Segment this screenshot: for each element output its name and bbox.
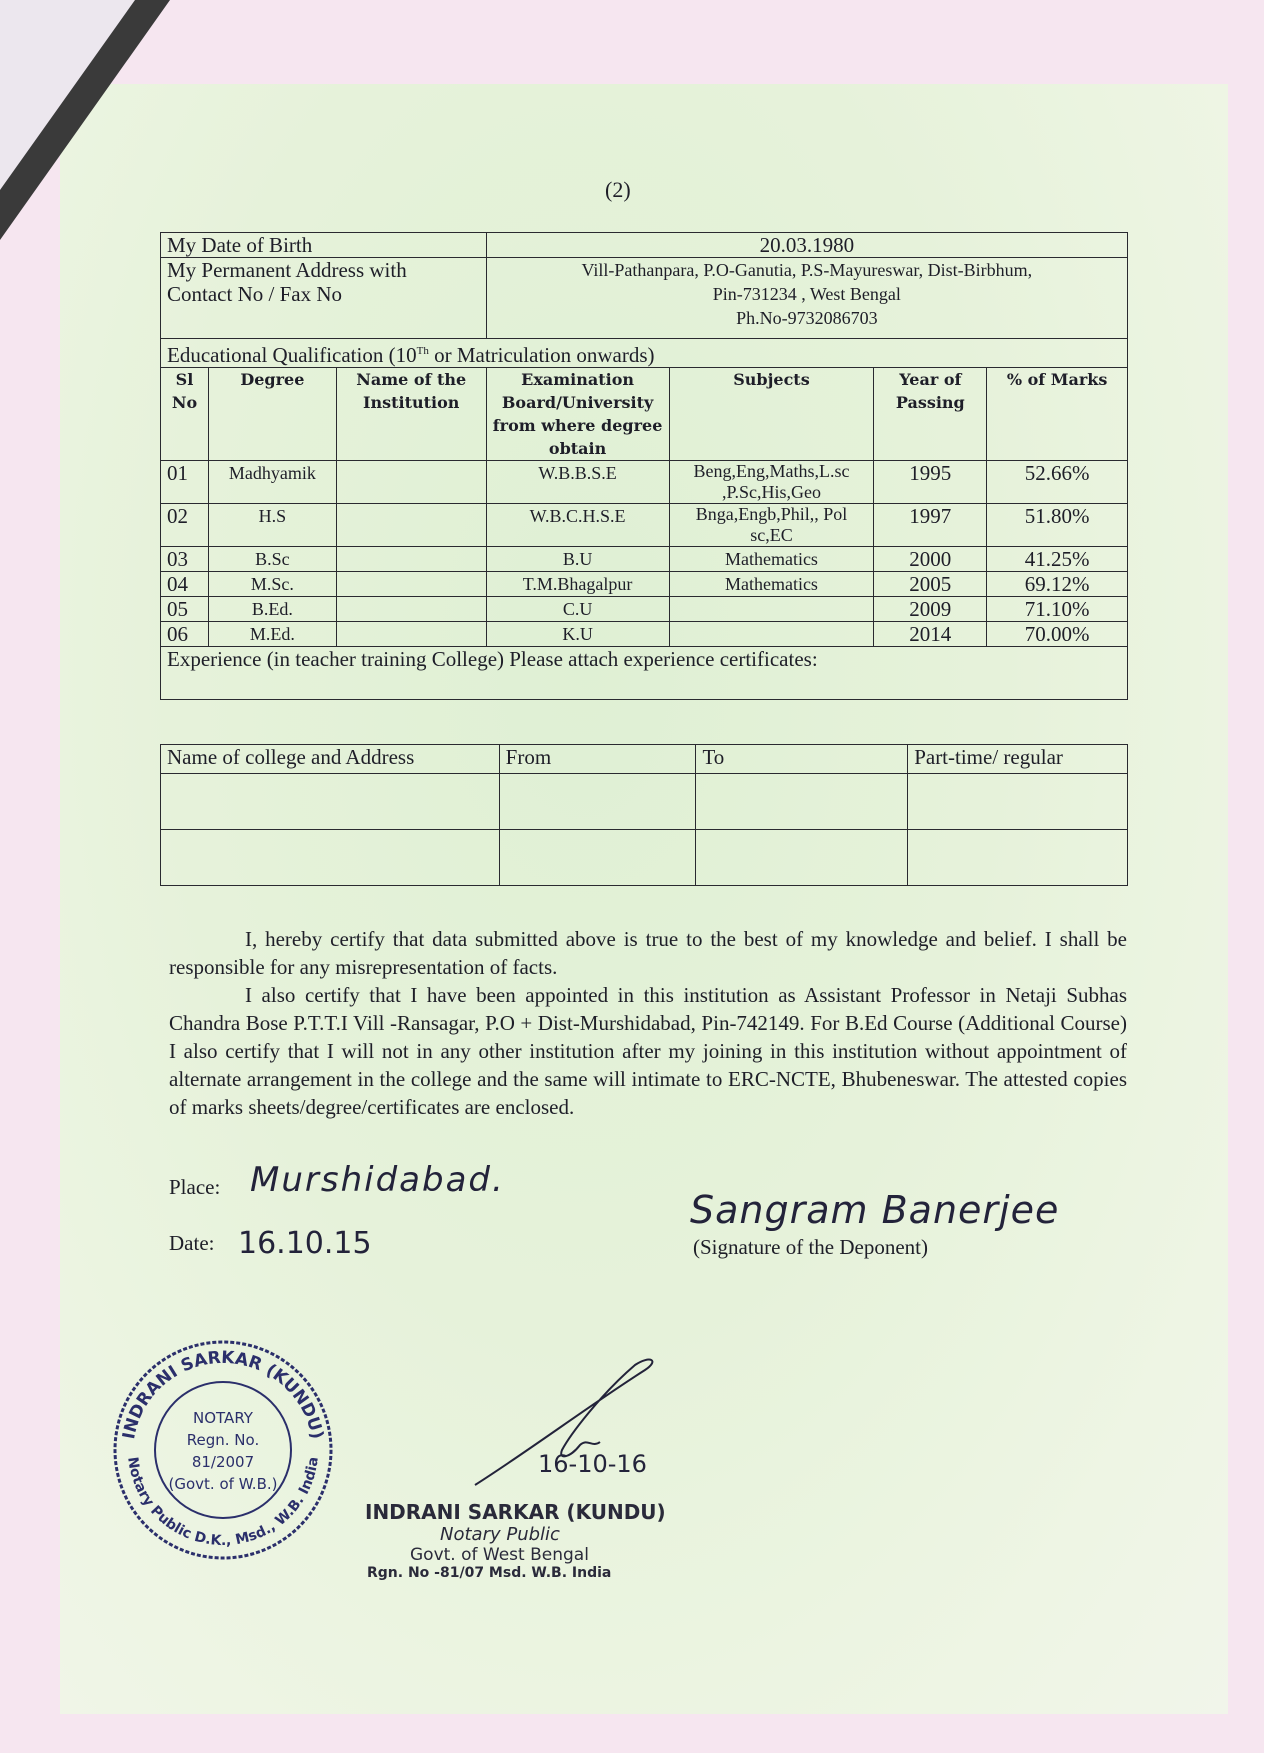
address-row <box>161 258 1128 339</box>
date-label: Date: <box>169 1231 215 1255</box>
col-header-marks: % of Marks <box>987 368 1128 461</box>
cell-degree: Madhyamik <box>208 461 336 504</box>
cell-year: 1995 <box>874 461 987 504</box>
svg-text:(Govt. of W.B.): (Govt. of W.B.) <box>168 1475 278 1493</box>
education-heading: Educational Qualification (10Th or Matriculation onwards) <box>161 339 1128 368</box>
cell-subjects: Beng,Eng,Maths,L.sc ,P.Sc,His,Geo <box>669 461 874 504</box>
cell-subjects: Bnga,Engb,Phil,, Pol sc,EC <box>669 504 874 547</box>
table-row <box>161 572 1128 597</box>
dob-row <box>161 233 1128 258</box>
table-row <box>161 622 1128 647</box>
cell-year: 2000 <box>874 547 987 572</box>
cell-subjects: Mathematics <box>669 572 874 597</box>
cell-year: 2005 <box>874 572 987 597</box>
svg-text:NOTARY: NOTARY <box>193 1409 253 1427</box>
certify-paragraph-1: I, hereby certify that data submitted above is true to the best of my knowledge and belief. I shall be responsible for any misrepresentation of facts. <box>169 927 1127 979</box>
cell-degree: B.Ed. <box>208 597 336 622</box>
svg-text:Regn. No.: Regn. No. <box>186 1431 260 1449</box>
table-row <box>161 504 1128 547</box>
cell-marks: 69.12% <box>987 572 1128 597</box>
education-header-row <box>161 368 1128 461</box>
svg-text:Notary Public D.K., Msd., W.B.: Notary Public D.K., Msd., W.B. India <box>124 1455 322 1550</box>
address-line2: Pin-731234 , West Bengal <box>712 284 901 304</box>
signature-caption: (Signature of the Deponent) <box>693 1235 929 1259</box>
cell-sl: 05 <box>161 597 209 622</box>
certification-text <box>169 925 1127 1121</box>
cell-board: C.U <box>486 597 669 622</box>
table-row <box>161 461 1128 504</box>
cell-marks: 52.66% <box>987 461 1128 504</box>
deponent-signature: Sangram Banerjee <box>690 1188 1060 1232</box>
cell-year: 2009 <box>874 597 987 622</box>
col-header-degree: Degree <box>208 368 336 461</box>
notary-regn: Rgn. No -81/07 Msd. W.B. India <box>367 1565 612 1581</box>
cell-degree: M.Ed. <box>208 622 336 647</box>
col-header-board: Examination Board/University from where degree obtain <box>486 368 669 461</box>
svg-text:81/2007: 81/2007 <box>191 1453 255 1471</box>
col-header-institution: Name of the Institution <box>336 368 486 461</box>
address-line3: Ph.No-9732086703 <box>736 308 878 328</box>
cell-sl: 04 <box>161 572 209 597</box>
address-value <box>486 258 1127 339</box>
notary-stamp <box>108 1335 338 1565</box>
cell-board: T.M.Bhagalpur <box>486 572 669 597</box>
cell-subjects <box>669 597 874 622</box>
personal-education-table <box>160 232 1128 700</box>
notary-name: INDRANI SARKAR (KUNDU) <box>365 1500 666 1524</box>
address-label <box>161 258 487 339</box>
notary-title: Notary Public <box>440 1524 560 1545</box>
address-line1: Vill-Pathanpara, P.O-Ganutia, P.S-Mayureswar, Dist-Birbhum, <box>581 260 1033 280</box>
empty-cell <box>696 774 908 830</box>
cell-year: 1997 <box>874 504 987 547</box>
cell-institution <box>336 622 486 647</box>
svg-text:INDRANI SARKAR (KUNDU): INDRANI SARKAR (KUNDU) <box>119 1347 327 1441</box>
stamp-seal-icon <box>108 1335 338 1565</box>
place-value: Murshidabad. <box>250 1160 505 1200</box>
cell-marks: 70.00% <box>987 622 1128 647</box>
col-header-subjects: Subjects <box>669 368 874 461</box>
col-header-sl-no: Sl No <box>161 368 209 461</box>
empty-cell <box>499 774 696 830</box>
col-header-from: From <box>499 745 696 774</box>
cell-institution <box>336 597 486 622</box>
col-header-to: To <box>696 745 908 774</box>
experience-table <box>160 744 1128 886</box>
experience-header-row <box>161 745 1128 774</box>
cell-marks: 41.25% <box>987 547 1128 572</box>
cell-subjects: Mathematics <box>669 547 874 572</box>
certify-paragraph-2: I also certify that I have been appointed in this institution as Assistant Professor in Netaji Subhas Chandra Bose P.T.T.I Vill -Ransagar, P.O + Dist-Murshidabad, Pin-742149. For B.Ed Course (Additional Course) I also certify that I will not in any other institution after my joining in this institution without appointment of alternate arrangement in the college and the same will intimate to ERC-NCTE, Bhubeneswar. The attested copies of marks sheets/degree/certificates are enclosed. <box>169 983 1127 1119</box>
cell-sl: 06 <box>161 622 209 647</box>
empty-cell <box>161 774 500 830</box>
cell-board: W.B.B.S.E <box>486 461 669 504</box>
cell-year: 2014 <box>874 622 987 647</box>
education-heading-row <box>161 339 1128 368</box>
experience-heading-row <box>161 647 1128 700</box>
empty-cell <box>499 830 696 886</box>
empty-cell <box>908 830 1128 886</box>
empty-cell <box>161 830 500 886</box>
table-row <box>161 547 1128 572</box>
table-row <box>161 830 1128 886</box>
cell-institution <box>336 547 486 572</box>
table-row <box>161 774 1128 830</box>
cell-board: W.B.C.H.S.E <box>486 504 669 547</box>
cell-institution <box>336 572 486 597</box>
cell-sl: 03 <box>161 547 209 572</box>
notary-date: 16-10-16 <box>538 1450 647 1478</box>
folded-corner <box>0 0 135 190</box>
cell-marks: 71.10% <box>987 597 1128 622</box>
cell-institution <box>336 461 486 504</box>
cell-board: B.U <box>486 547 669 572</box>
cell-degree: H.S <box>208 504 336 547</box>
cell-subjects <box>669 622 874 647</box>
notary-govt: Govt. of West Bengal <box>410 1545 589 1565</box>
cell-marks: 51.80% <box>987 504 1128 547</box>
table-row <box>161 597 1128 622</box>
empty-cell <box>696 830 908 886</box>
place-label: Place: <box>169 1175 221 1199</box>
experience-heading: Experience (in teacher training College) Please attach experience certificates: <box>161 647 1128 700</box>
address-label-line2: Contact No / Fax No <box>167 282 342 306</box>
cell-sl: 01 <box>161 461 209 504</box>
cell-degree: M.Sc. <box>208 572 336 597</box>
cell-sl: 02 <box>161 504 209 547</box>
page-number: (2) <box>605 177 631 202</box>
address-label-line1: My Permanent Address with <box>167 258 407 282</box>
empty-cell <box>908 774 1128 830</box>
col-header-year: Year of Passing <box>874 368 987 461</box>
col-header-college: Name of college and Address <box>161 745 500 774</box>
dob-label: My Date of Birth <box>161 233 487 258</box>
cell-board: K.U <box>486 622 669 647</box>
dob-value: 20.03.1980 <box>486 233 1127 258</box>
col-header-type: Part-time/ regular <box>908 745 1128 774</box>
cell-degree: B.Sc <box>208 547 336 572</box>
notary-block <box>365 1500 666 1581</box>
cell-institution <box>336 504 486 547</box>
date-value: 16.10.15 <box>238 1226 372 1261</box>
